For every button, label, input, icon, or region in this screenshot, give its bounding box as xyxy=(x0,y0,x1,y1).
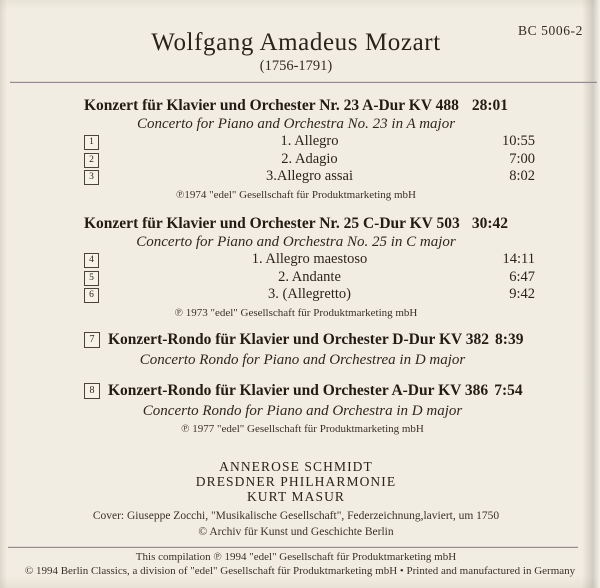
track-row xyxy=(84,269,535,287)
artist-credits xyxy=(0,459,592,505)
track-number-box: 8 xyxy=(84,383,100,399)
phonogram-notice: ℗1974 "edel" Gesellschaft für Produktmarketing mbH xyxy=(175,188,417,201)
track-title: 2. Andante xyxy=(278,268,341,285)
track-time: 6:47 xyxy=(509,268,535,285)
work-title-de: Konzert-Rondo für Klavier und Orchester D-Dur KV 382 xyxy=(108,331,490,348)
work-heading xyxy=(84,331,535,349)
work-duration: 7:54 xyxy=(494,382,523,399)
artist-soloist: ANNEROSE SCHMIDT xyxy=(219,459,373,474)
track-number-box: 6 xyxy=(84,288,99,303)
track-number-box: 3 xyxy=(84,170,99,185)
track-title: 3.Allegro assai xyxy=(266,168,353,184)
phonogram-notice: ℗ 1977 "edel" Gesellschaft für Produktmarketing mbH xyxy=(181,423,424,435)
track-title: 1. Allegro maestoso xyxy=(251,251,368,267)
work-title-en: Concerto for Piano and Orchestra No. 25 in C major xyxy=(136,234,456,250)
phonogram-notice: ℗ 1973 "edel" Gesellschaft für Produktmarketing mbH xyxy=(174,306,418,319)
work-title-de: Konzert für Klavier und Orchester Nr. 25 C-Dur KV 503 xyxy=(84,215,460,232)
work-duration: 30:42 xyxy=(471,215,508,232)
track-row xyxy=(84,151,535,169)
track-row xyxy=(84,251,535,269)
track-time: 8:02 xyxy=(509,168,535,184)
track-number-box: 5 xyxy=(84,271,99,286)
track-row xyxy=(84,133,535,151)
track-row xyxy=(84,168,535,186)
track-number-box: 4 xyxy=(84,253,99,268)
work-title-en: Concerto for Piano and Orchestra No. 23 in A major xyxy=(136,116,456,132)
work-kv503 xyxy=(84,215,535,320)
track-time: 7:00 xyxy=(509,150,535,167)
track-number-box: 7 xyxy=(84,332,100,348)
cover-art-credit: Cover: Giuseppe Zocchi, "Musikalische Gesellschaft", Federzeichnung,laviert, um 1750 xyxy=(92,510,500,522)
work-duration: 28:01 xyxy=(471,97,508,114)
track-time: 14:11 xyxy=(502,251,535,267)
work-title-en: Concerto Rondo for Piano and Orchestrea in D major xyxy=(139,352,466,368)
track-title: 1. Allegro xyxy=(280,133,339,149)
track-time: 9:42 xyxy=(509,286,535,302)
track-title: 3. (Allegretto) xyxy=(268,286,351,302)
work-kv382 xyxy=(84,331,535,369)
composer-life-dates: (1756-1791) xyxy=(259,58,333,74)
artist-conductor: KURT MASUR xyxy=(246,489,346,505)
work-title-de: Konzert für Klavier und Orchester Nr. 23 A-Dur KV 488 xyxy=(84,97,459,114)
track-row xyxy=(84,286,535,304)
work-title-de: Konzert-Rondo für Klavier und Orchester A-Dur KV 386 xyxy=(108,382,489,399)
footer-divider xyxy=(8,547,578,548)
artist-orchestra: DRESDNER PHILHARMONIE xyxy=(195,474,397,490)
composer-title: Wolfgang Amadeus Mozart xyxy=(151,29,441,56)
track-title: 2. Adagio xyxy=(281,150,338,167)
copyright-notice: © 1994 Berlin Classics, a division of "edel" Gesellschaft für Produktmarketing mbH • Printed and manufactured in Germany xyxy=(24,565,576,577)
compilation-notice: This compilation ℗ 1994 "edel" Gesellschaft für Produktmarketing mbH xyxy=(135,551,457,563)
catalog-number: BC 5006-2 xyxy=(517,23,583,38)
work-kv488 xyxy=(84,97,535,202)
work-kv386 xyxy=(84,382,535,436)
track-number-box: 1 xyxy=(84,135,99,150)
header-divider xyxy=(10,82,597,83)
track-time: 10:55 xyxy=(501,133,535,149)
work-duration: 8:39 xyxy=(495,331,524,348)
archive-credit: © Archiv für Kunst und Geschichte Berlin xyxy=(198,526,394,538)
work-title-en: Concerto Rondo for Piano and Orchestra in D major xyxy=(142,403,463,419)
work-heading xyxy=(84,382,535,400)
track-number-box: 2 xyxy=(84,153,99,168)
work-heading xyxy=(84,97,508,114)
work-heading xyxy=(84,215,508,232)
